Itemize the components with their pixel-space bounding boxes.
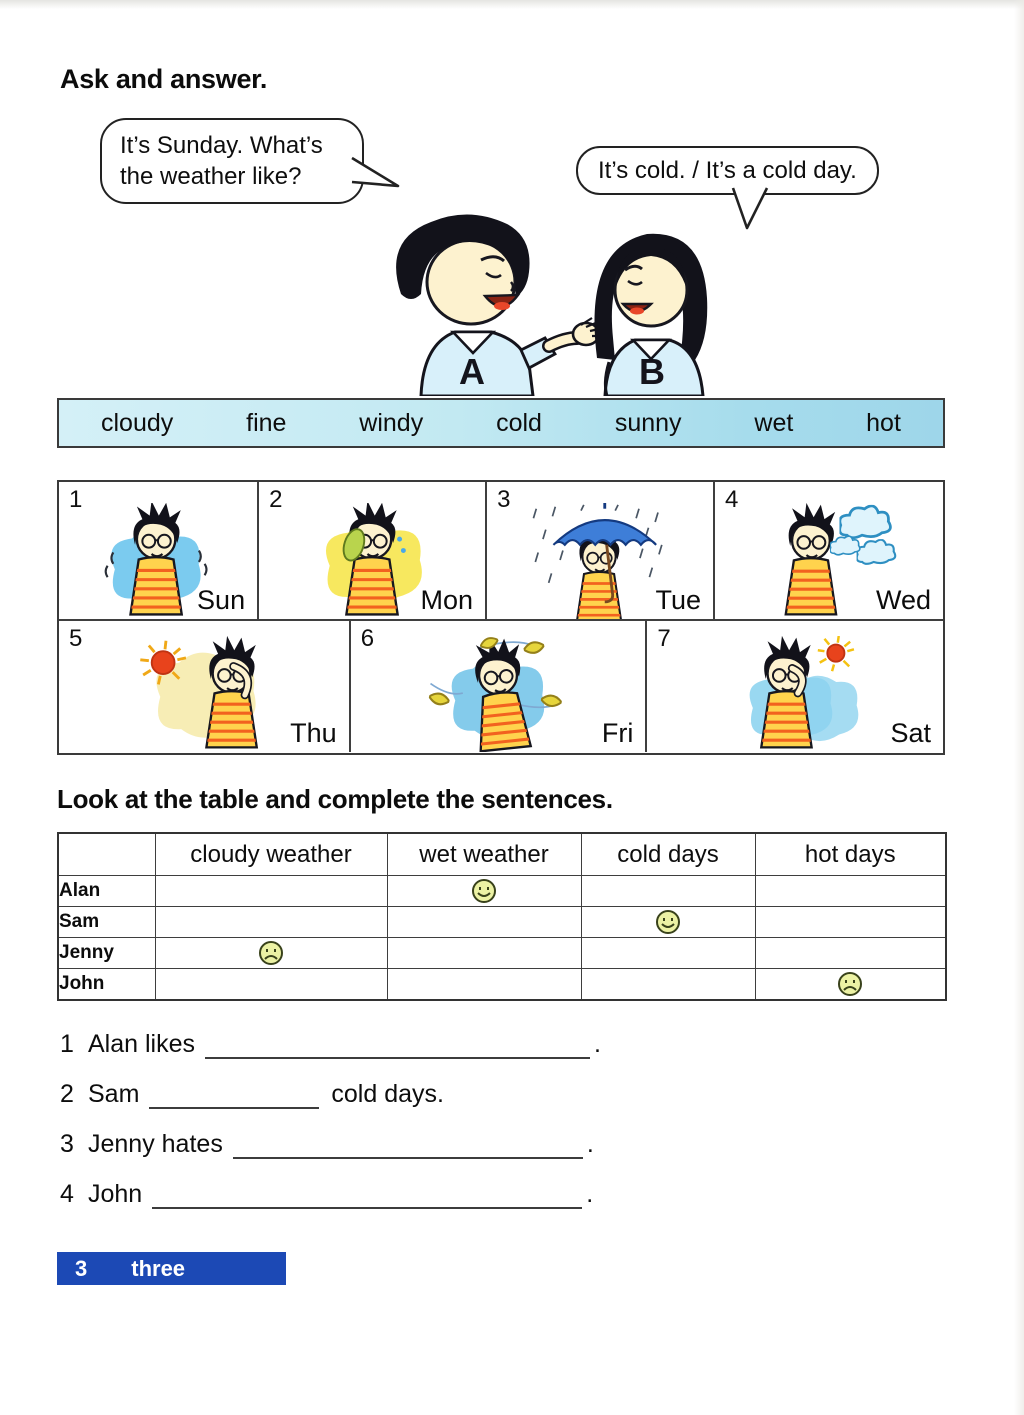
- sentence-text: Sam: [88, 1080, 140, 1108]
- table-row-sam: [58, 907, 946, 938]
- cell-number: 3: [497, 486, 511, 513]
- col-cloudy-weather: cloudy weather: [155, 833, 387, 876]
- day-label: Tue: [655, 585, 702, 615]
- page-number: 3: [75, 1255, 88, 1281]
- ask-answer-heading: Ask and answer.: [60, 64, 268, 94]
- cell-number: 5: [69, 625, 83, 652]
- day-label: Thu: [290, 718, 337, 748]
- sentence-text: Jenny hates: [88, 1130, 223, 1158]
- cell-number: 7: [657, 625, 671, 652]
- sentence-2: [60, 1080, 444, 1109]
- page-number-bar: [57, 1252, 286, 1285]
- sentence-1: [60, 1030, 601, 1059]
- word-hot: hot: [866, 408, 901, 437]
- day-label: Mon: [420, 585, 474, 615]
- cell-number: 6: [360, 625, 375, 652]
- sentence-4: [60, 1180, 593, 1209]
- week-weather-grid: [57, 480, 945, 755]
- weather-cell-thu: [59, 621, 351, 752]
- word-sunny: sunny: [614, 408, 682, 437]
- day-label: Sat: [890, 718, 931, 748]
- row-name: Alan: [58, 876, 155, 907]
- table-header-row: [58, 833, 946, 876]
- day-label: Sun: [197, 585, 246, 615]
- answer-text: It’s cold. / It’s a cold day.: [598, 157, 857, 184]
- question-text: It’s Sunday. What’s the weather like?: [120, 132, 323, 191]
- sentence-text: Alan likes: [88, 1030, 195, 1058]
- sentence-number: 2: [60, 1080, 74, 1108]
- table-row-john: [58, 969, 946, 1000]
- question-speech-bubble: [100, 118, 364, 204]
- word-fine: fine: [246, 408, 287, 437]
- sentence-3: [60, 1130, 594, 1159]
- table-heading: Look at the table and complete the sentences.: [57, 784, 613, 814]
- windy-weather-illustration: [362, 636, 633, 752]
- children-illustration: [335, 186, 737, 396]
- row-name: John: [58, 969, 155, 1000]
- word-cloudy: cloudy: [101, 408, 174, 437]
- page-number-word: three: [131, 1255, 186, 1281]
- answer-blank[interactable]: [205, 1033, 590, 1059]
- sad-face-icon: [837, 971, 863, 997]
- likes-dislikes-table: [57, 832, 947, 1001]
- day-label: Fri: [601, 718, 634, 748]
- scan-edge-top: [0, 0, 1024, 9]
- speaker-a-label: A: [459, 351, 485, 392]
- cell-number: 2: [269, 486, 283, 513]
- sentence-number: 3: [60, 1130, 74, 1158]
- happy-face-icon: [471, 878, 497, 904]
- weather-word-bank: [57, 398, 945, 448]
- word-windy: windy: [359, 408, 424, 437]
- sentence-end: .: [586, 1180, 594, 1208]
- col-wet-weather: wet weather: [387, 833, 581, 876]
- day-label: Wed: [875, 585, 931, 615]
- week-row-1: [59, 482, 943, 621]
- col-cold-days: cold days: [581, 833, 755, 876]
- sentence-number: 1: [60, 1030, 74, 1058]
- row-name: Jenny: [58, 938, 155, 969]
- word-cold: cold: [496, 408, 542, 437]
- sentence-end: cold days.: [331, 1080, 444, 1108]
- sentence-end: .: [594, 1030, 601, 1058]
- sentence-text: John: [88, 1180, 143, 1208]
- sentence-end: .: [586, 1130, 594, 1158]
- scan-edge-right: [1014, 0, 1024, 1415]
- question-bubble-tail-icon: [348, 150, 404, 198]
- happy-face-icon: [655, 909, 681, 935]
- corner-cell: [58, 833, 155, 876]
- weather-cell-fri: [351, 621, 648, 752]
- table-row-jenny: [58, 938, 946, 969]
- sad-face-icon: [258, 940, 284, 966]
- weather-cell-wed: [715, 482, 943, 619]
- cell-number: 1: [69, 486, 83, 513]
- weather-cell-sun: [59, 482, 259, 619]
- cell-number: 4: [725, 486, 739, 513]
- answer-blank[interactable]: [233, 1133, 583, 1159]
- answer-bubble-tail-icon: [725, 186, 773, 232]
- answer-blank[interactable]: [152, 1183, 582, 1209]
- speaker-b-label: B: [639, 351, 665, 392]
- week-row-2: [59, 621, 943, 752]
- weather-cell-tue: [487, 482, 715, 619]
- word-wet: wet: [754, 408, 794, 437]
- weather-cell-mon: [259, 482, 487, 619]
- answer-blank[interactable]: [149, 1083, 319, 1109]
- sun-icon: [818, 636, 854, 671]
- weather-cell-sat: [647, 621, 943, 752]
- row-name: Sam: [58, 907, 155, 938]
- col-hot-days: hot days: [755, 833, 946, 876]
- table-row-alan: [58, 876, 946, 907]
- girl-b-figure: [594, 234, 707, 396]
- sentence-number: 4: [60, 1180, 74, 1208]
- cloud-icon: [830, 506, 895, 564]
- boy-a-figure: [396, 214, 605, 396]
